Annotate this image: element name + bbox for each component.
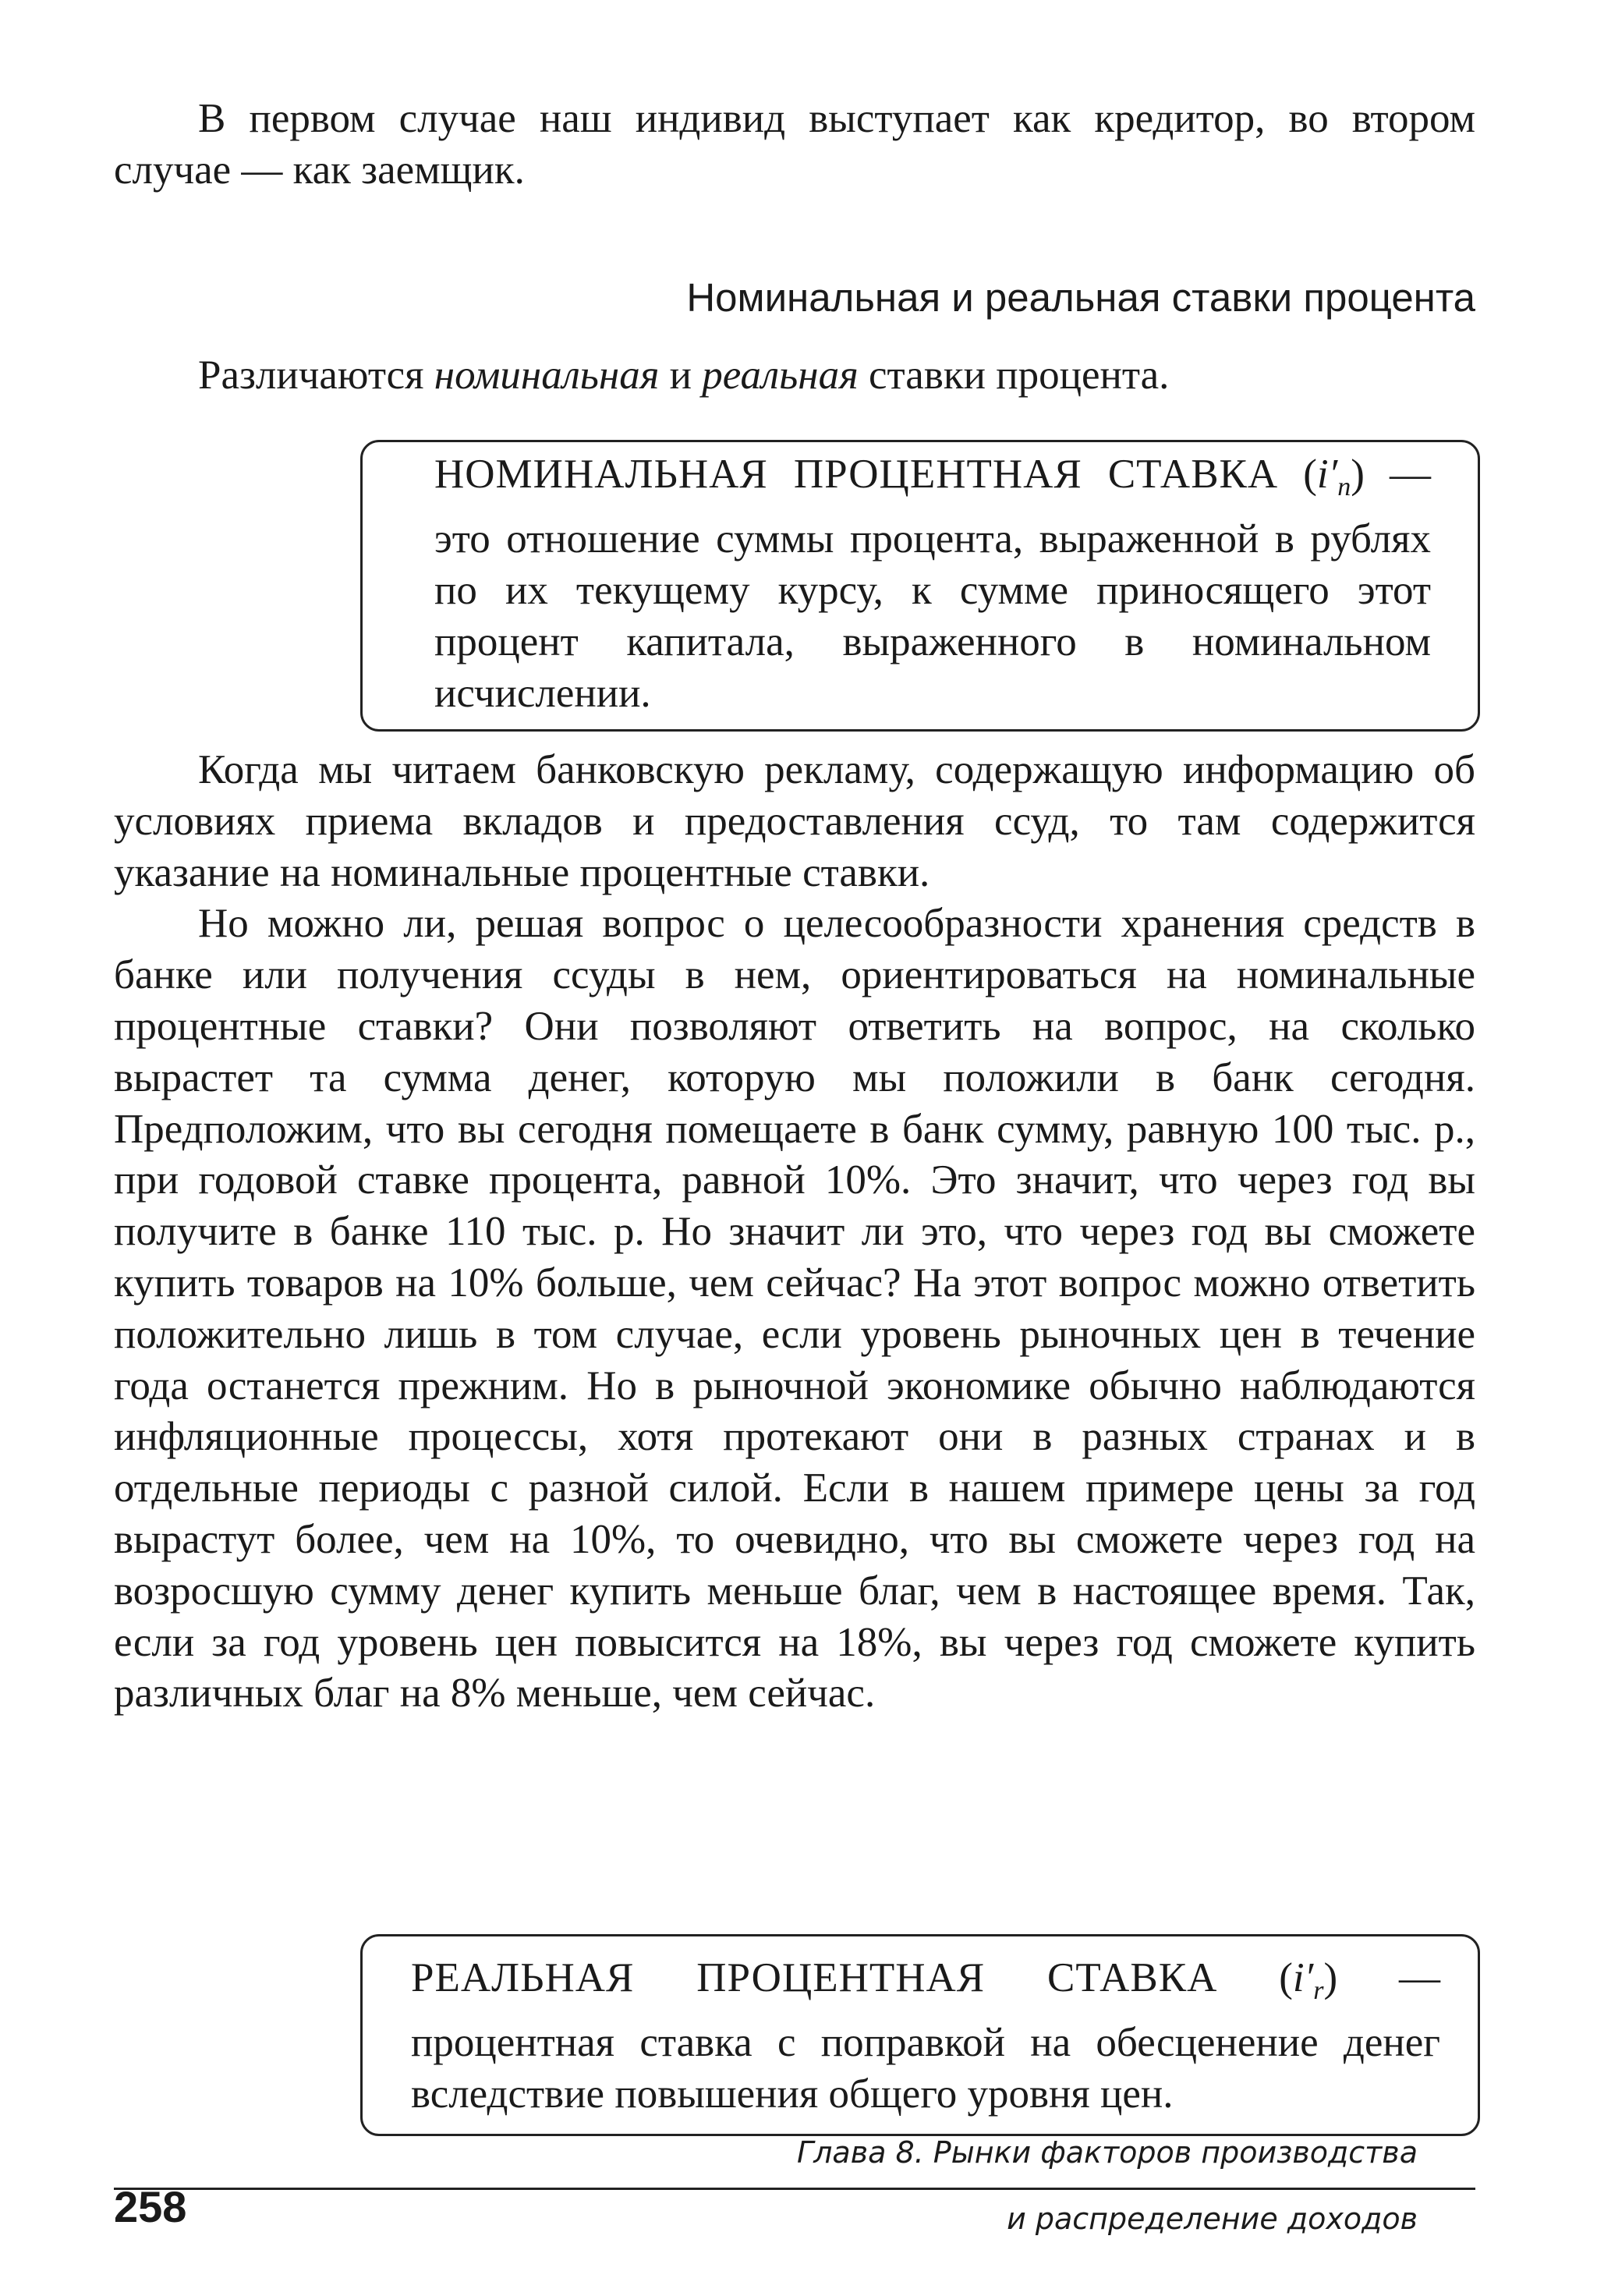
real-definition-text — [411, 1952, 1440, 2120]
difference-before: Различаются — [198, 353, 434, 398]
paragraph-advertising: Когда мы читаем банковскую рекламу, содержащую информацию об условиях приема вкладов и предоставления ссуд, то там содержится указание на номинальные процентные ставки. — [114, 747, 1475, 895]
section-title: Номинальная и реальная ставки процента — [686, 275, 1475, 320]
nominal-rate-definition-box — [360, 440, 1480, 732]
real-symbol: $(i'_r)$ — [1217, 1955, 1338, 2005]
paragraph-inflation-example: Но можно ли, решая вопрос о целесообразности хранения средств в банке или получения ссуды в нем, ориентироваться на номинальные процентные ставки? Они позволяют ответить на вопрос, на сколько вырастет та сумма денег, которую мы положили в банк сегодня. Предположим, что вы сегодня помещаете в банк сумму, равную 100 тыс. р., при годовой ставке процента, равной 10%. Это значит, что через год вы получите в банке 110 тыс. р. Но значит ли это, что через год вы сможете купить товаров на 10% больше, чем сейчас? На этот вопрос можно ответить положительно лишь в том случае, если уровень рыночных цен в течение года останется прежним. Но в рыночной экономике обычно наблюдаются инфляционные процессы, хотя протекают они в разных странах и в отдельные периоды с разной силой. Если в нашем примере цены за год вырастут более, чем на 10%, то очевидно, что вы сможете через год на возросшую сумму денег купить меньше благ, чем в настоящее время. Так, если за год уровень цен повысится на 18%, вы через год сможете купить различных благ на 8% меньше, чем сейчас. — [114, 901, 1475, 1717]
nominal-symbol: $(i'_n)$ — [1303, 452, 1365, 501]
real-rate-definition-box — [360, 1934, 1480, 2136]
nominal-definition-body: — это отношение суммы процента, выраженной в рублях по их текущему курсу, к сумме приносящего этот процент капитала, выраженного в номинальном исчислении. — [434, 452, 1431, 716]
term-nominal: номинальная — [434, 353, 660, 398]
footer-divider — [114, 2188, 1475, 2190]
real-definition-body: — процентная ставка с поправкой на обесценение денег вследствие повышения общего уровня цен. — [411, 1955, 1440, 2117]
running-footer-chapter-continued: и распределение доходов — [1007, 2202, 1418, 2236]
page-number: 258 — [114, 2182, 187, 2231]
real-term: РЕАЛЬНАЯ ПРОЦЕНТНАЯ СТАВКА — [411, 1955, 1218, 2000]
nominal-term: НОМИНАЛЬНАЯ ПРОЦЕНТНАЯ СТАВКА — [434, 452, 1279, 497]
body-text — [114, 745, 1475, 1720]
running-footer-chapter: Глава 8. Рынки факторов производства — [796, 2135, 1418, 2170]
term-real: реальная — [702, 353, 859, 398]
difference-middle: и — [659, 353, 703, 398]
intro-paragraph — [114, 94, 1475, 197]
nominal-definition-text — [434, 448, 1431, 719]
difference-after: ставки процента. — [858, 353, 1170, 398]
difference-sentence — [114, 350, 1475, 402]
intro-text: В первом случае наш индивид выступает как кредитор, во втором случае — как заемщик. — [114, 96, 1475, 193]
